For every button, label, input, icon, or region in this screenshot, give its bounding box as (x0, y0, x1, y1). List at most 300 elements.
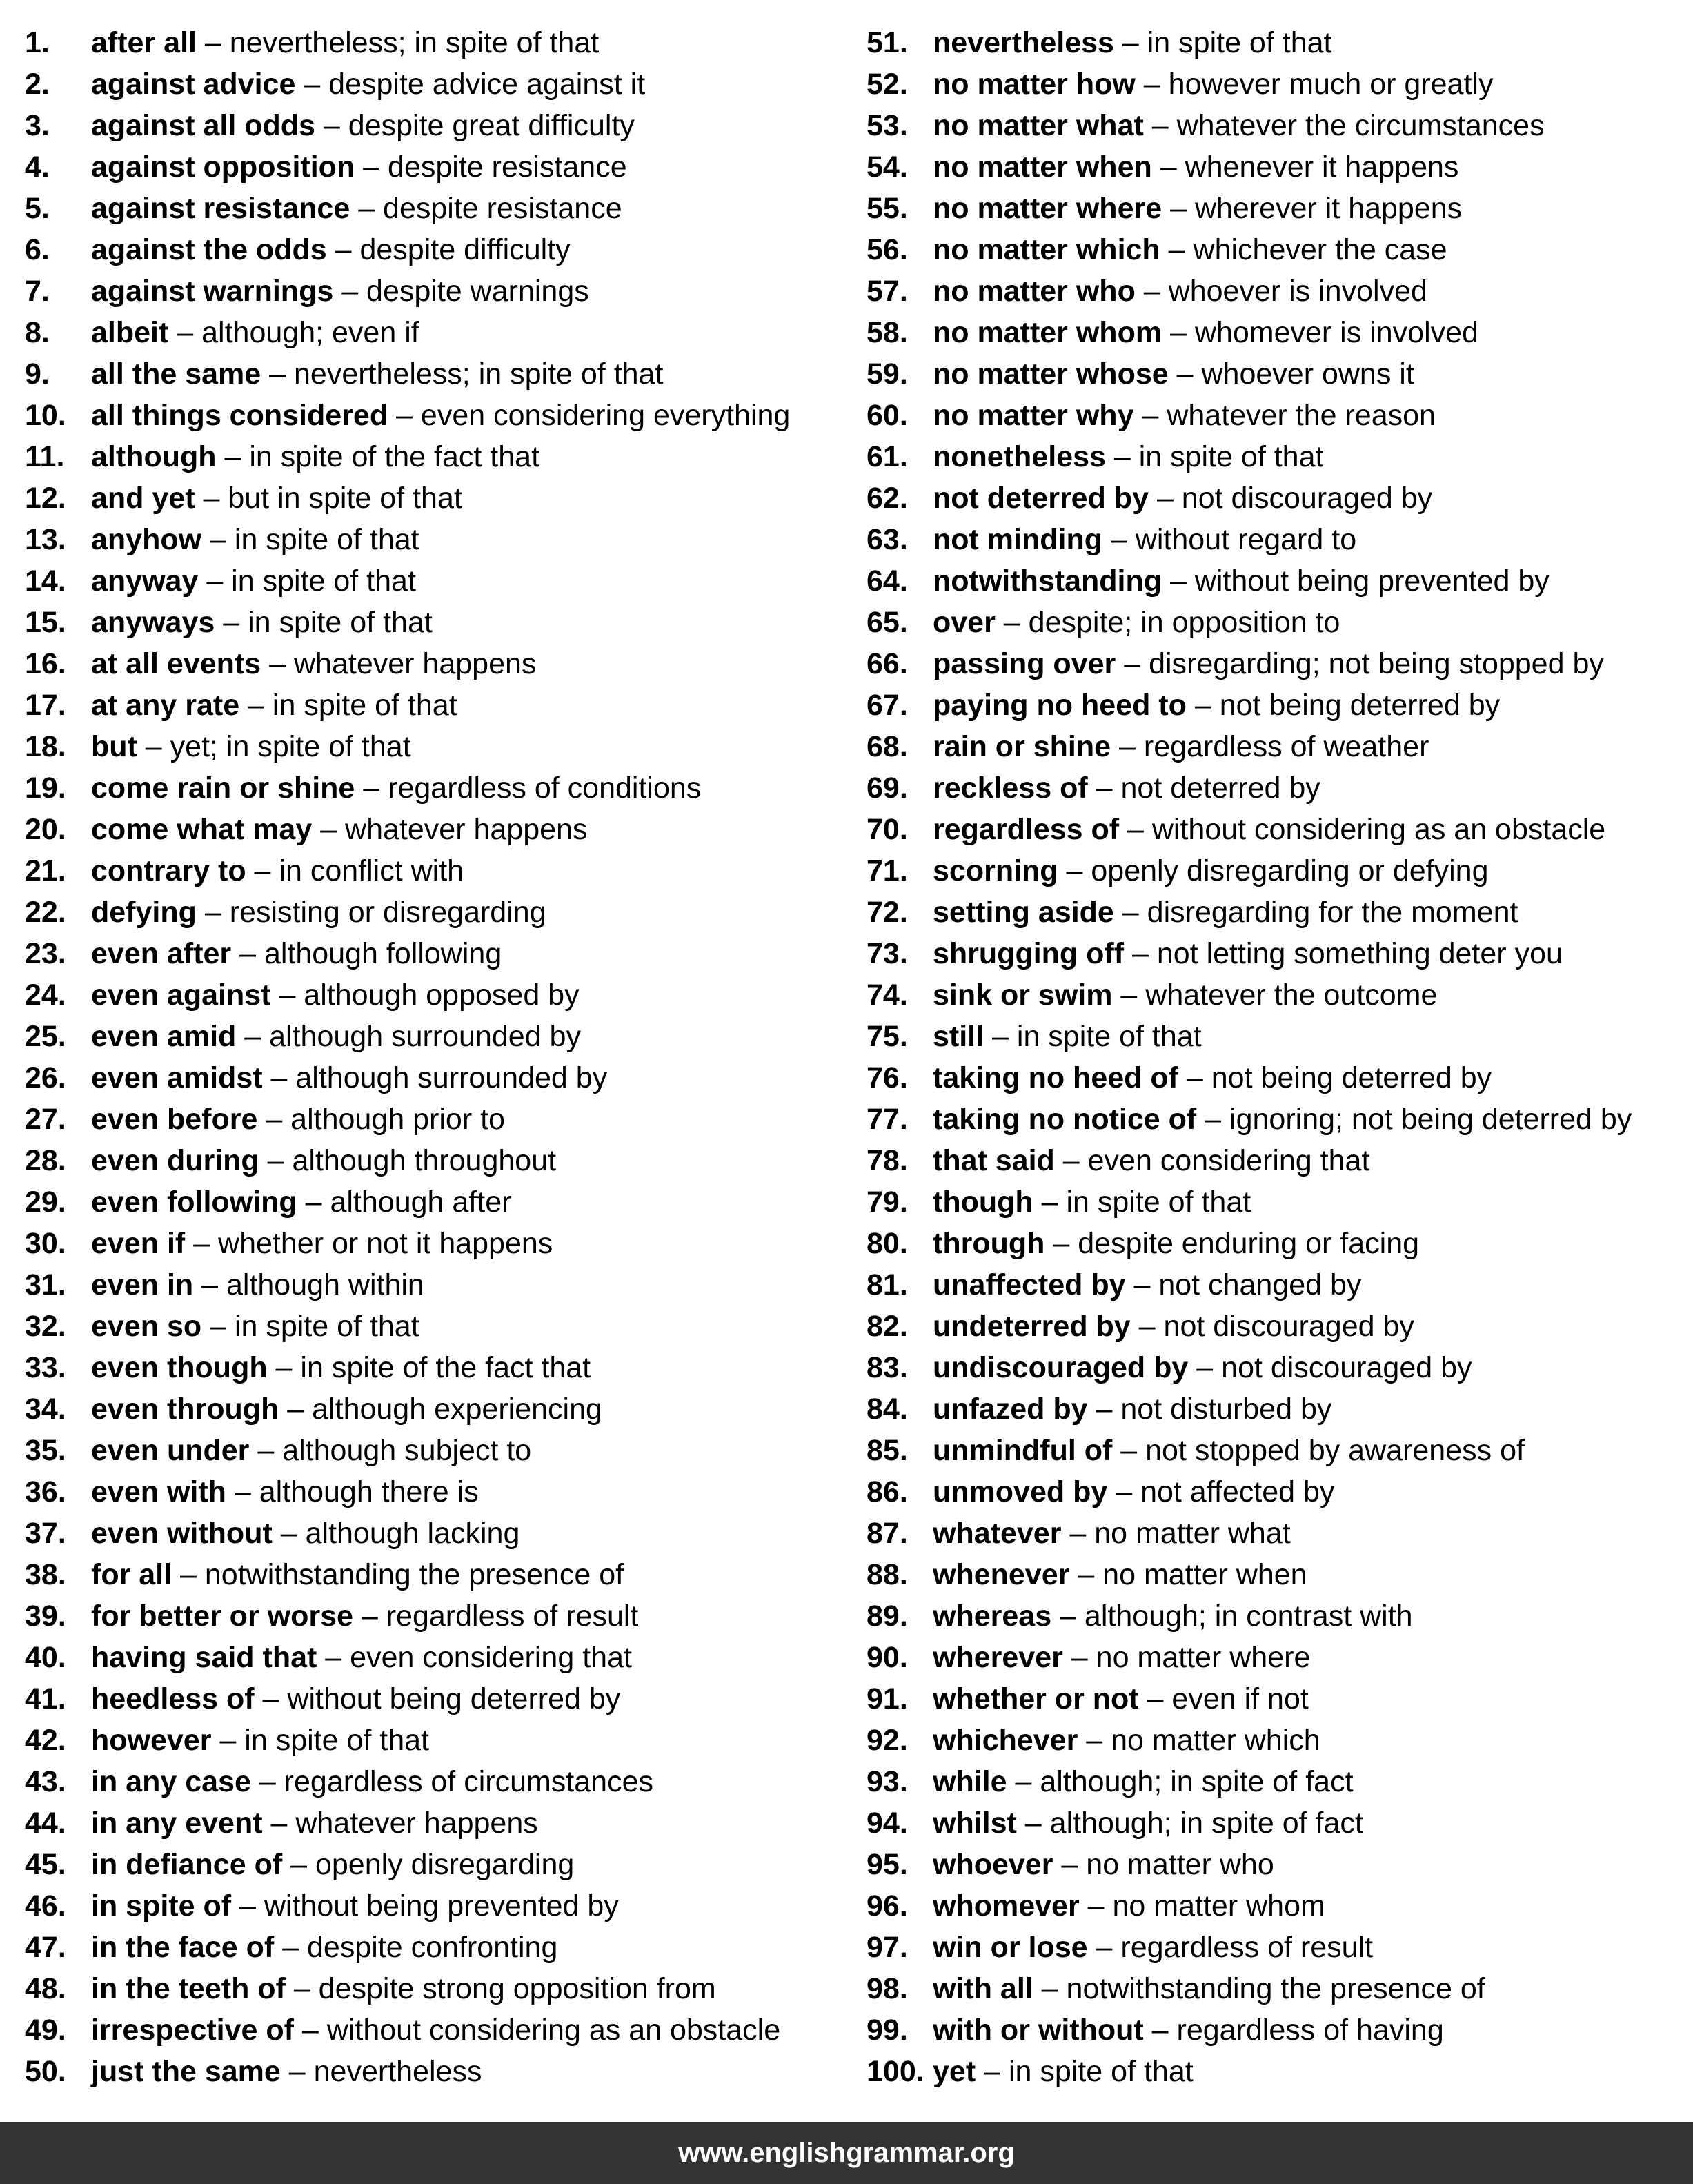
item-text (933, 1057, 1492, 1099)
item-number: 21. (25, 854, 66, 887)
item-text (933, 312, 1478, 353)
list-item (867, 1595, 1687, 1637)
item-number: 7. (25, 275, 50, 308)
item-number: 55. (867, 192, 908, 225)
item-text (933, 974, 1437, 1016)
item-number: 22. (25, 896, 66, 929)
item-number: 90. (867, 1641, 908, 1674)
item-definition: – no matter who (1053, 1848, 1274, 1881)
item-number: 73. (867, 937, 908, 970)
item-term: whoever (933, 1848, 1053, 1881)
item-number: 28. (25, 1144, 66, 1177)
item-term: even after (91, 937, 232, 970)
item-definition: – although; in spite of fact (1007, 1765, 1354, 1798)
item-number: 3. (25, 109, 50, 142)
item-term: heedless of (91, 1682, 255, 1715)
item-definition: – no matter whom (1079, 1889, 1325, 1922)
item-definition: – despite difficulty (326, 233, 571, 266)
list-item (867, 478, 1687, 519)
list-item (25, 643, 839, 685)
item-text (933, 146, 1458, 188)
item-text (91, 146, 627, 188)
item-number: 5. (25, 192, 50, 225)
item-text (933, 188, 1462, 229)
item-definition: – not disturbed by (1087, 1393, 1332, 1426)
list-item (25, 1347, 839, 1388)
item-text (91, 602, 433, 643)
item-number: 23. (25, 937, 66, 970)
item-definition: – however much or greatly (1135, 68, 1494, 101)
item-term: in spite of (91, 1889, 232, 1922)
item-term: having said that (91, 1641, 317, 1674)
item-number: 94. (867, 1807, 908, 1840)
list-item (867, 2009, 1687, 2051)
list-item (867, 436, 1687, 478)
list-item (867, 1057, 1687, 1099)
item-term: even under (91, 1434, 250, 1467)
item-text (91, 1388, 602, 1430)
item-number: 74. (867, 978, 908, 1012)
item-definition: – not discouraged by (1149, 482, 1433, 515)
item-text (933, 1802, 1363, 1844)
item-number: 89. (867, 1600, 908, 1633)
item-text (91, 1099, 505, 1140)
list-item (25, 436, 839, 478)
item-number: 70. (867, 813, 908, 846)
item-number: 64. (867, 564, 908, 598)
list-item (25, 1471, 839, 1513)
item-term: whereas (933, 1600, 1052, 1633)
item-text (91, 1968, 716, 2009)
item-text (91, 478, 462, 519)
item-text (933, 1885, 1325, 1927)
item-text (933, 809, 1605, 850)
item-number: 82. (867, 1310, 908, 1343)
item-text (933, 105, 1545, 146)
item-definition: – in spite of that (1033, 1186, 1251, 1219)
list-item (25, 892, 839, 933)
item-definition: – without being prevented by (231, 1889, 619, 1922)
item-definition: – disregarding for the moment (1113, 896, 1518, 929)
item-definition: – not discouraged by (1130, 1310, 1414, 1343)
item-text (91, 1306, 419, 1347)
item-text (91, 767, 701, 809)
list-item (867, 1927, 1687, 1968)
list-item (867, 1968, 1687, 2009)
item-term: yet (933, 2055, 976, 2088)
item-term: whether or not (933, 1682, 1139, 1715)
item-term: and yet (91, 482, 195, 515)
item-text (933, 478, 1432, 519)
footer-bar (0, 2122, 1693, 2184)
item-text (933, 602, 1340, 643)
item-definition: – even considering everything (388, 399, 791, 432)
item-term: unmoved by (933, 1475, 1108, 1508)
item-text (91, 1761, 653, 1802)
item-number: 29. (25, 1186, 66, 1219)
item-term: taking no heed of (933, 1061, 1178, 1094)
list-item (25, 1140, 839, 1181)
item-number: 14. (25, 564, 66, 598)
item-text (91, 1802, 538, 1844)
item-term: no matter how (933, 68, 1136, 101)
item-text (933, 1306, 1414, 1347)
item-term: in any event (91, 1807, 263, 1840)
item-number: 8. (25, 316, 50, 349)
item-text (933, 1140, 1369, 1181)
item-definition: – although surrounded by (262, 1061, 608, 1094)
item-term: in the teeth of (91, 1972, 286, 2005)
item-definition: – in spite of that (1105, 440, 1324, 473)
item-text (933, 2009, 1444, 2051)
list-item (867, 1761, 1687, 1802)
item-text (933, 1264, 1361, 1306)
list-item (25, 1595, 839, 1637)
item-term: with all (933, 1972, 1033, 2005)
item-number: 20. (25, 813, 66, 846)
word-list-right-column (867, 22, 1687, 2092)
item-text (91, 1885, 619, 1927)
item-definition: – no matter where (1062, 1641, 1311, 1674)
item-text (933, 933, 1563, 974)
item-definition: – in spite of that (1113, 26, 1332, 59)
item-term: even amid (91, 1020, 237, 1053)
item-number: 63. (867, 523, 908, 556)
item-definition: – in spite of that (976, 2055, 1194, 2088)
item-text (91, 1720, 429, 1761)
item-text (933, 270, 1427, 312)
item-definition: – not stopped by awareness of (1112, 1434, 1525, 1467)
item-number: 96. (867, 1889, 908, 1922)
item-definition: – although; in contrast with (1051, 1600, 1413, 1633)
item-text (91, 933, 502, 974)
item-term: no matter why (933, 399, 1134, 432)
list-item (867, 1430, 1687, 1471)
item-definition: – in spite of the fact that (267, 1351, 591, 1384)
item-term: over (933, 606, 996, 639)
item-term: whilst (933, 1807, 1017, 1840)
item-number: 50. (25, 2055, 66, 2088)
item-number: 88. (867, 1558, 908, 1591)
item-term: against advice (91, 68, 296, 101)
item-text (933, 1844, 1274, 1885)
item-number: 40. (25, 1641, 66, 1674)
list-item (25, 395, 839, 436)
list-item (25, 560, 839, 602)
item-text (91, 643, 536, 685)
item-text (933, 643, 1604, 685)
item-definition: – whatever the reason (1133, 399, 1436, 432)
item-term: still (933, 1020, 984, 1053)
item-definition: – although lacking (272, 1517, 520, 1550)
item-definition: – regardless of result (1087, 1931, 1374, 1964)
item-definition: – regardless of circumstances (250, 1765, 653, 1798)
item-term: nonetheless (933, 440, 1106, 473)
item-term: for all (91, 1558, 172, 1591)
item-term: sink or swim (933, 978, 1113, 1012)
list-item (867, 1223, 1687, 1264)
item-text (91, 1016, 581, 1057)
item-term: whenever (933, 1558, 1070, 1591)
item-term: come what may (91, 813, 313, 846)
item-text (933, 1927, 1373, 1968)
list-item (867, 146, 1687, 188)
item-term: anyways (91, 606, 215, 639)
list-item (25, 1554, 839, 1595)
list-item (867, 850, 1687, 892)
item-term: shrugging off (933, 937, 1125, 970)
item-text (933, 353, 1414, 395)
item-text (91, 2051, 482, 2092)
item-definition: – despite enduring or facing (1044, 1227, 1420, 1260)
list-item (25, 2009, 839, 2051)
list-item (867, 1306, 1687, 1347)
list-item (25, 188, 839, 229)
item-definition: – wherever it happens (1162, 192, 1463, 225)
item-term: just the same (91, 2055, 281, 2088)
list-item (25, 1885, 839, 1927)
item-definition: – yet; in spite of that (137, 730, 411, 763)
item-term: win or lose (933, 1931, 1088, 1964)
item-text (933, 519, 1356, 560)
item-definition: – in spite of the fact that (216, 440, 540, 473)
item-text (91, 436, 539, 478)
item-definition: – whatever happens (312, 813, 588, 846)
item-number: 15. (25, 606, 66, 639)
list-item (867, 1720, 1687, 1761)
item-number: 13. (25, 523, 66, 556)
item-term: even though (91, 1351, 268, 1384)
list-item (867, 809, 1687, 850)
list-item (25, 105, 839, 146)
item-text (91, 809, 587, 850)
item-definition: – disregarding; not being stopped by (1116, 647, 1604, 680)
item-number: 38. (25, 1558, 66, 1591)
item-number: 47. (25, 1931, 66, 1964)
item-text (933, 1761, 1354, 1802)
item-definition: – in spite of that (215, 606, 433, 639)
item-text (91, 560, 416, 602)
item-number: 81. (867, 1268, 908, 1301)
item-number: 33. (25, 1351, 66, 1384)
item-number: 58. (867, 316, 908, 349)
item-definition: – in spite of that (239, 689, 457, 722)
item-definition: – although surrounded by (236, 1020, 581, 1053)
item-text (933, 1637, 1310, 1678)
item-text (91, 1554, 624, 1595)
list-item (25, 1637, 839, 1678)
item-definition: – although opposed by (270, 978, 580, 1012)
list-item (25, 229, 839, 270)
item-definition: – whoever is involved (1135, 275, 1427, 308)
item-term: even before (91, 1103, 258, 1136)
item-definition: – despite resistance (350, 192, 622, 225)
item-term: no matter when (933, 150, 1152, 184)
list-item (867, 1181, 1687, 1223)
item-number: 86. (867, 1475, 908, 1508)
item-term: even during (91, 1144, 259, 1177)
list-item (25, 933, 839, 974)
list-item (25, 1678, 839, 1720)
item-text (933, 229, 1447, 270)
list-item (867, 1554, 1687, 1595)
item-number: 84. (867, 1393, 908, 1426)
item-term: through (933, 1227, 1045, 1260)
item-definition: – even considering that (1054, 1144, 1370, 1177)
item-text (91, 1223, 553, 1264)
item-number: 59. (867, 357, 908, 391)
item-definition: – openly disregarding or defying (1058, 854, 1489, 887)
item-text (933, 767, 1320, 809)
list-item (867, 685, 1687, 726)
list-item (25, 767, 839, 809)
item-term: even following (91, 1186, 297, 1219)
item-number: 1. (25, 26, 50, 59)
item-definition: – whatever the circumstances (1143, 109, 1545, 142)
item-number: 97. (867, 1931, 908, 1964)
item-text (91, 395, 790, 436)
item-text (933, 1471, 1334, 1513)
item-term: reckless of (933, 771, 1088, 805)
item-definition: – resisting or disregarding (196, 896, 546, 929)
item-text (933, 22, 1331, 63)
list-item (25, 1181, 839, 1223)
item-definition: – nevertheless (280, 2055, 482, 2088)
item-term: after all (91, 26, 197, 59)
item-text (933, 1181, 1251, 1223)
list-item (867, 1347, 1687, 1388)
item-number: 43. (25, 1765, 66, 1798)
item-definition: – in conflict with (246, 854, 464, 887)
item-definition: – despite warnings (333, 275, 589, 308)
item-number: 4. (25, 150, 50, 184)
item-term: against opposition (91, 150, 355, 184)
item-term: even amidst (91, 1061, 263, 1094)
item-number: 87. (867, 1517, 908, 1550)
item-definition: – whatever the outcome (1112, 978, 1438, 1012)
item-text (933, 1223, 1419, 1264)
list-item (867, 1099, 1687, 1140)
item-term: wherever (933, 1641, 1063, 1674)
item-text (933, 1347, 1472, 1388)
item-term: for better or worse (91, 1600, 353, 1633)
item-definition: – whomever is involved (1162, 316, 1478, 349)
item-text (933, 1678, 1309, 1720)
item-term: scorning (933, 854, 1058, 887)
item-number: 78. (867, 1144, 908, 1177)
item-term: all the same (91, 357, 261, 391)
list-item (867, 270, 1687, 312)
list-item (25, 726, 839, 767)
list-item (867, 1802, 1687, 1844)
item-number: 57. (867, 275, 908, 308)
list-item (25, 1968, 839, 2009)
item-number: 62. (867, 482, 908, 515)
item-definition: – no matter when (1069, 1558, 1307, 1591)
item-definition: – not being deterred by (1178, 1061, 1492, 1094)
item-number: 85. (867, 1434, 908, 1467)
item-text (91, 850, 464, 892)
item-term: unfazed by (933, 1393, 1088, 1426)
item-text (91, 229, 571, 270)
item-number: 6. (25, 233, 50, 266)
word-list-left-column (25, 22, 839, 2092)
list-item (867, 560, 1687, 602)
item-term: even in (91, 1268, 194, 1301)
item-definition: – ignoring; not being deterred by (1196, 1103, 1632, 1136)
item-term: while (933, 1765, 1007, 1798)
item-text (933, 560, 1550, 602)
item-definition: – although prior to (257, 1103, 505, 1136)
list-item (25, 1016, 839, 1057)
list-item (25, 519, 839, 560)
item-definition: – not deterred by (1087, 771, 1320, 805)
item-text (933, 726, 1429, 767)
item-number: 75. (867, 1020, 908, 1053)
item-definition: – although subject to (249, 1434, 532, 1467)
list-item (867, 933, 1687, 974)
list-item (25, 1720, 839, 1761)
item-term: even through (91, 1393, 279, 1426)
item-definition: – although throughout (259, 1144, 557, 1177)
item-term: no matter whose (933, 357, 1169, 391)
item-text (933, 1388, 1331, 1430)
item-number: 11. (25, 440, 65, 473)
item-number: 24. (25, 978, 66, 1012)
item-term: irrespective of (91, 2014, 294, 2047)
list-item (25, 685, 839, 726)
list-item (25, 1388, 839, 1430)
item-text (91, 312, 419, 353)
list-item (867, 1513, 1687, 1554)
item-definition: – openly disregarding (282, 1848, 575, 1881)
item-number: 67. (867, 689, 908, 722)
item-term: but (91, 730, 137, 763)
item-text (91, 270, 589, 312)
footer-website-link[interactable]: www.englishgrammar.org (678, 2137, 1015, 2168)
item-number: 9. (25, 357, 50, 391)
item-definition: – not changed by (1125, 1268, 1362, 1301)
item-definition: – although after (297, 1186, 512, 1219)
item-number: 92. (867, 1724, 908, 1757)
item-definition: – although within (193, 1268, 424, 1301)
list-item (25, 1099, 839, 1140)
item-text (91, 1181, 511, 1223)
list-item (867, 974, 1687, 1016)
item-number: 66. (867, 647, 908, 680)
item-definition: – not affected by (1107, 1475, 1335, 1508)
item-definition: – despite; in opposition to (995, 606, 1340, 639)
item-number: 42. (25, 1724, 66, 1757)
item-definition: – although following (231, 937, 502, 970)
item-text (933, 1595, 1413, 1637)
item-number: 51. (867, 26, 908, 59)
list-item (25, 602, 839, 643)
item-term: no matter where (933, 192, 1162, 225)
item-term: whatever (933, 1517, 1062, 1550)
item-term: all things considered (91, 399, 388, 432)
item-number: 54. (867, 150, 908, 184)
item-text (91, 1057, 607, 1099)
list-item (25, 974, 839, 1016)
list-item (25, 850, 839, 892)
item-definition: – not being deterred by (1186, 689, 1501, 722)
item-definition: – in spite of that (201, 523, 419, 556)
item-number: 65. (867, 606, 908, 639)
item-term: notwithstanding (933, 564, 1162, 598)
item-definition: – regardless of weather (1111, 730, 1429, 763)
list-item (867, 1140, 1687, 1181)
